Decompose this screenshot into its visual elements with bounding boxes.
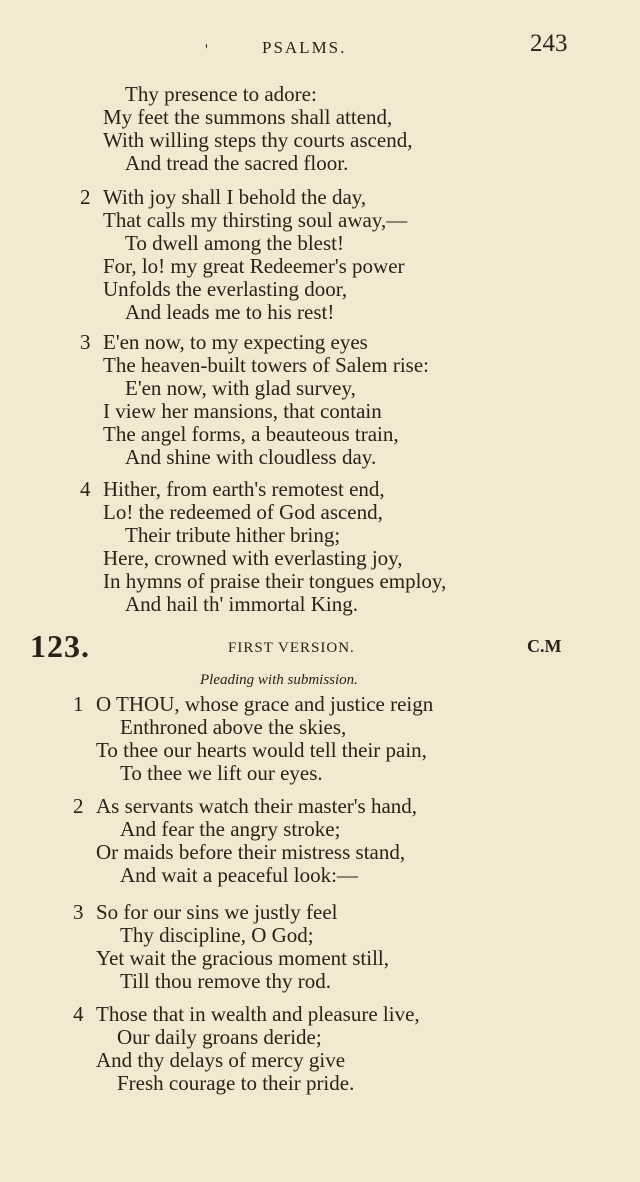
- verse-line: Thy presence to adore:: [125, 82, 317, 106]
- hymn-meter: C.M: [527, 636, 562, 656]
- stanza-number: 2: [80, 185, 91, 209]
- verse-line: E'en now, to my expecting eyes: [103, 330, 368, 354]
- verse-line: That calls my thirsting soul away,—: [103, 208, 408, 232]
- header-mark: ': [205, 42, 208, 59]
- hymn-number: 123.: [30, 628, 90, 664]
- verse-line: I view her mansions, that contain: [103, 399, 382, 423]
- verse-line: To thee our hearts would tell their pain,: [96, 738, 427, 762]
- verse-line: Unfolds the everlasting door,: [103, 277, 348, 301]
- verse-line: And fear the angry stroke;: [120, 817, 341, 841]
- stanza-number: 3: [80, 330, 91, 354]
- verse-line: O THOU, whose grace and justice reign: [96, 692, 434, 716]
- verse-line: So for our sins we justly feel: [96, 900, 338, 924]
- verse-line: And leads me to his rest!: [125, 300, 335, 324]
- hymn-version: FIRST VERSION.: [228, 640, 355, 656]
- verse-line: Lo! the redeemed of God ascend,: [103, 500, 383, 524]
- verse-line: Here, crowned with everlasting joy,: [103, 546, 403, 570]
- verse-line: My feet the summons shall attend,: [103, 105, 393, 129]
- verse-line: To dwell among the blest!: [125, 231, 344, 255]
- stanza-number: 4: [73, 1002, 84, 1026]
- verse-line: And shine with cloudless day.: [125, 445, 377, 469]
- hymn-subtitle: Pleading with submission.: [200, 672, 358, 688]
- running-header-title: PSALMS.: [262, 38, 347, 57]
- verse-line: Their tribute hither bring;: [125, 523, 341, 547]
- verse-line: And tread the sacred floor.: [125, 151, 349, 175]
- verse-line: And wait a peaceful look:—: [120, 863, 358, 887]
- verse-line: Thy discipline, O God;: [120, 923, 314, 947]
- verse-line: With willing steps thy courts ascend,: [103, 128, 413, 152]
- verse-line: Those that in wealth and pleasure live,: [96, 1002, 420, 1026]
- verse-line: Or maids before their mistress stand,: [96, 840, 406, 864]
- verse-line: For, lo! my great Redeemer's power: [103, 254, 405, 278]
- verse-line: Enthroned above the skies,: [120, 715, 347, 739]
- stanza-number: 4: [80, 477, 91, 501]
- verse-line: Our daily groans deride;: [117, 1025, 322, 1049]
- verse-line: To thee we lift our eyes.: [120, 761, 323, 785]
- verse-line: And thy delays of mercy give: [96, 1048, 346, 1072]
- stanza-number: 3: [73, 900, 84, 924]
- page-number: 243: [530, 30, 568, 57]
- stanza-number: 1: [73, 692, 84, 716]
- verse-line: The angel forms, a beauteous train,: [103, 422, 399, 446]
- verse-line: Hither, from earth's remotest end,: [103, 477, 385, 501]
- verse-line: Fresh courage to their pride.: [117, 1071, 355, 1095]
- verse-line: E'en now, with glad survey,: [125, 376, 356, 400]
- verse-line: In hymns of praise their tongues employ,: [103, 569, 447, 593]
- verse-line: As servants watch their master's hand,: [96, 794, 418, 818]
- stanza-number: 2: [73, 794, 84, 818]
- verse-line: The heaven-built towers of Salem rise:: [103, 353, 429, 377]
- verse-line: Till thou remove thy rod.: [120, 969, 331, 993]
- verse-line: Yet wait the gracious moment still,: [96, 946, 390, 970]
- verse-line: With joy shall I behold the day,: [103, 185, 367, 209]
- verse-line: And hail th' immortal King.: [125, 592, 359, 616]
